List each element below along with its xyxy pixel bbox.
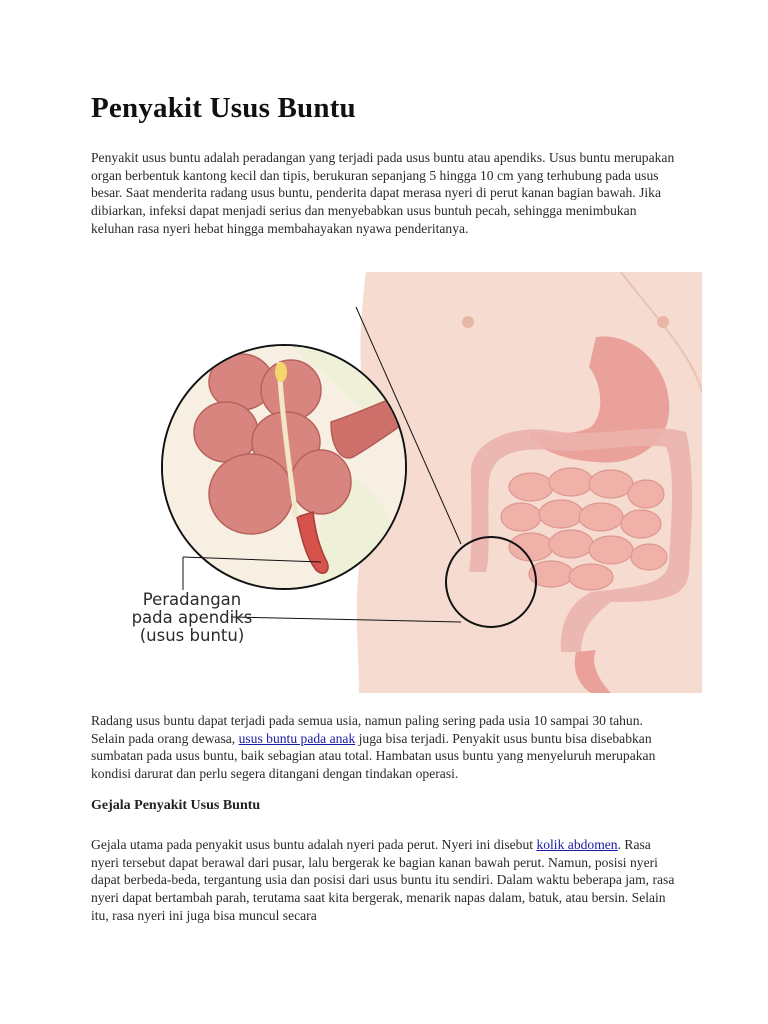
- section-heading-gejala: Gejala Penyakit Usus Buntu: [91, 798, 261, 813]
- paragraph-symptoms: Gejala utama pada penyakit usus buntu adalah nyeri pada perut. Nyeri ini disebut kolik abdomen. Rasa nyeri tersebut dapat berawal dari pusar, lalu bergerak ke bagian kanan bawah perut. Namun, posisi nyeri dapat berbeda-beda, tergantung usia dan posisi dari usus buntu itu sendiri. Dalam waktu beberapa jam, rasa nyeri dapat bertambah parah, terutama saat kita bergerak, menarik napas dalam, batuk, atau bersin. Selain itu, rasa nyeri ini juga bisa muncul secara: [91, 837, 675, 923]
- link-usus-buntu-anak[interactable]: usus buntu pada anak: [238, 730, 356, 746]
- figure-caption: Peradangan pada apendiks (usus buntu): [131, 590, 253, 645]
- paragraph-age: Radang usus buntu dapat terjadi pada semua usia, namun paling sering pada usia 10 sampai 30 tahun. Selain pada orang dewasa, usus buntu pada anak juga bisa terjadi. Penyakit usus buntu bisa disebabkan sumbatan pada usus buntu, baik sebagian atau total. Hambatan usus buntu yang menyeluruh merupakan kondisi darurat dan perlu segera ditangani dengan tindakan operasi.: [91, 713, 656, 782]
- link-kolik-abdomen[interactable]: kolik abdomen: [536, 837, 618, 852]
- article-title: Penyakit Usus Buntu: [91, 92, 356, 124]
- intro-paragraph: Penyakit usus buntu adalah peradangan yang terjadi pada usus buntu atau apendiks. Usus buntu merupakan organ berbentuk kantong kecil dan tipis, berukuran sepanjang 5 hingga 10 cm yang terhubung pada usus besar. Saat menderita radang usus buntu, penderita dapat merasa nyeri di perut kanan bagian bawah. Jika dibiarkan, infeksi dapat menjadi serius dan menyebabkan usus buntuh pecah, sehingga menimbukan keluhan rasa nyeri hebat hingga membahayakan nyawa penderitanya.: [91, 150, 675, 236]
